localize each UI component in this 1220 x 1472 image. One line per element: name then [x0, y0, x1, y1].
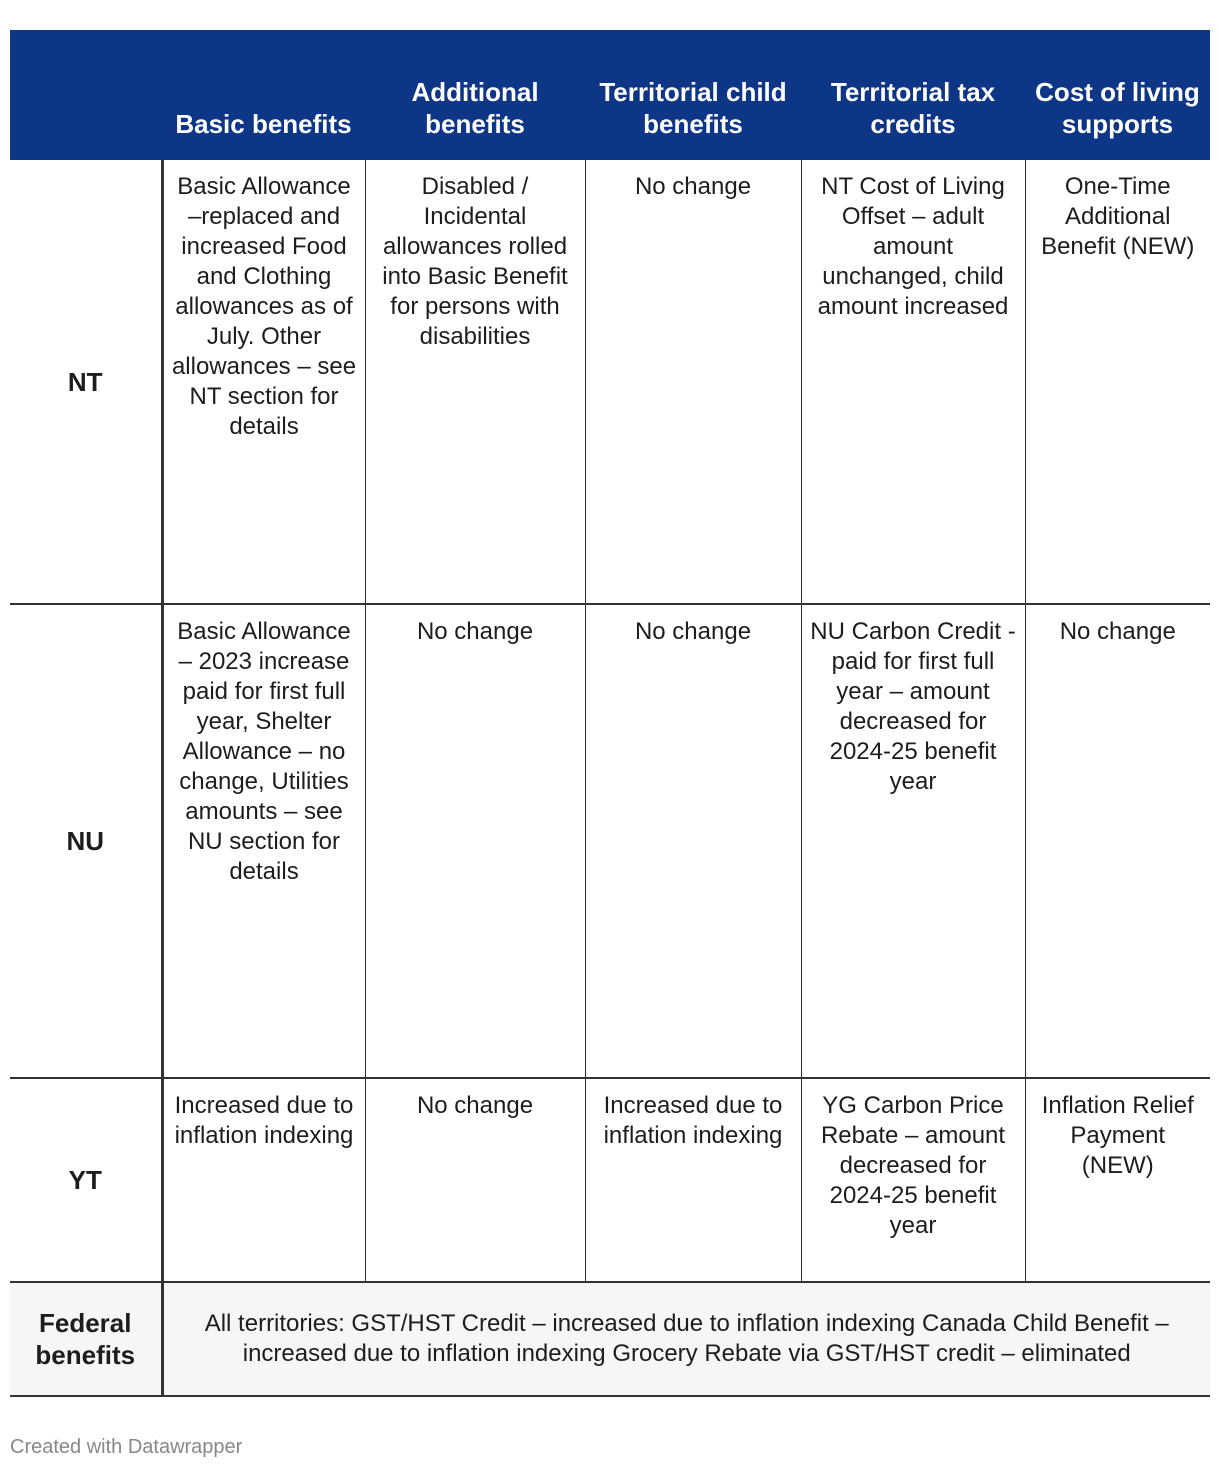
- row-label-nu: NU: [10, 604, 162, 1078]
- cell-nt-cost-of-living: One-Time Additional Benefit (NEW): [1025, 160, 1210, 604]
- cell-yt-tax-credits: YG Carbon Price Rebate – amount decreased for 2024-25 benefit year: [801, 1078, 1025, 1282]
- cell-nu-cost-of-living: No change: [1025, 604, 1210, 1078]
- cell-yt-basic-benefits: Increased due to inflation indexing: [174, 1092, 354, 1149]
- row-label-nt: NT: [10, 160, 162, 604]
- table-row-federal: [10, 1282, 1210, 1396]
- row-label-yt: YT: [10, 1078, 162, 1282]
- row-label-federal: Federal benefits: [10, 1282, 162, 1396]
- table-header-row: [10, 30, 1210, 160]
- table-row-nt: [10, 160, 1210, 604]
- benefits-table-container: [10, 30, 1210, 1397]
- cell-nt-additional-benefits: Disabled / Incidental allowances rolled into Basic Benefit for persons with disabilities: [365, 160, 585, 604]
- header-territorial-child-benefits: Territorial child benefits: [585, 30, 801, 160]
- cell-nu-additional-benefits: No change: [365, 604, 585, 1078]
- header-territorial-tax-credits: Territorial tax credits: [801, 30, 1025, 160]
- cell-nu-basic-benefits: Basic Allowance – 2023 increase paid for first full year, Shelter Allowance – no change, Utilities amounts – see NU section for details: [177, 618, 351, 885]
- header-cost-of-living-supports: Cost of living supports: [1025, 30, 1210, 160]
- header-basic-benefits: Basic benefits: [162, 30, 365, 160]
- cell-nt-basic-benefits: Basic Allowance –replaced and increased Food and Clothing allowances as of July. Other allowances – see NT section for details: [171, 173, 357, 440]
- cell-yt-additional-benefits: No change: [365, 1078, 585, 1282]
- header-corner: [10, 30, 162, 160]
- cell-yt-child-benefits: Increased due to inflation indexing: [585, 1078, 801, 1282]
- header-additional-benefits: Additional benefits: [365, 30, 585, 160]
- cell-nt-child-benefits: No change: [585, 160, 801, 604]
- cell-yt-cost-of-living: Inflation Relief Payment (NEW): [1025, 1078, 1210, 1282]
- cell-federal-benefits: All territories: GST/HST Credit – increased due to inflation indexing Canada Child Benefit – increased due to inflation indexing Grocery Rebate via GST/HST credit – eliminated: [204, 1310, 1169, 1367]
- cell-nu-tax-credits: NU Carbon Credit - paid for first full year – amount decreased for 2024-25 benefit year: [801, 604, 1025, 1078]
- table-row-nu: [10, 604, 1210, 1078]
- table-row-yt: [10, 1078, 1210, 1282]
- cell-nt-tax-credits: NT Cost of Living Offset – adult amount unchanged, child amount increased: [801, 160, 1025, 604]
- datawrapper-credit: Created with Datawrapper: [10, 1436, 243, 1458]
- cell-nu-child-benefits: No change: [585, 604, 801, 1078]
- benefits-table: [10, 30, 1210, 1397]
